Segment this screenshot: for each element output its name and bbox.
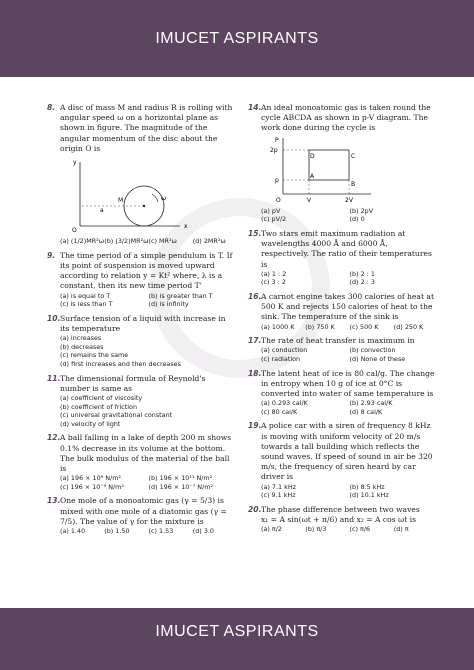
- option-a[interactable]: (a) 1 : 2: [261, 269, 287, 278]
- question-text: Two stars emit maximum radiation at wavelengths 4000 Å and 6000 Å, respectively. The ratio of their temperatures is: [261, 229, 432, 269]
- option-c[interactable]: (c) pV/2: [261, 215, 287, 224]
- tick-2p: 2p: [270, 146, 278, 154]
- question-equation: x₁ = A sin(ωt + π/6) and x₂ = A cos ωt is: [261, 515, 417, 524]
- question-text: Surface tension of a liquid with increase in its temperature: [60, 313, 226, 334]
- question-18: [248, 369, 438, 417]
- options: [261, 207, 438, 224]
- question-number: 14.: [248, 103, 262, 112]
- option-d[interactable]: (d) is infinity: [148, 300, 189, 309]
- option-a[interactable]: (a) is equal to T: [60, 291, 111, 300]
- question-text: A carnot engine takes 300 calories of heat at 500 K and rejects 150 calories of heat to the sink. The temperature of the sink is: [261, 292, 434, 322]
- option-b[interactable]: (b) decreases: [60, 342, 104, 351]
- question-text: The phase difference between two waves: [261, 504, 420, 514]
- option-a[interactable]: (a) 1.40: [60, 526, 86, 535]
- question-13: [47, 496, 237, 535]
- question-11: [47, 374, 237, 429]
- footer-title: IMUCET ASPIRANTS: [155, 623, 319, 640]
- option-b[interactable]: (b) (3/2)MR²ω: [104, 237, 149, 246]
- question-15: [248, 229, 438, 287]
- option-a[interactable]: (a) (1/2)MR²ω: [60, 237, 105, 246]
- origin-label: O: [276, 196, 281, 204]
- question-text: The dimensional formula of Reynold's number is same as: [60, 373, 206, 393]
- option-b[interactable]: (b) 750 K: [305, 322, 335, 331]
- question-text: The latent heat of ice is 80 cal/g. The change in entropy when 10 g of ice at 0°C is converted into water of same temperature is: [261, 368, 435, 398]
- option-a[interactable]: (a) conduction: [261, 346, 308, 355]
- option-d[interactable]: (d) 2 : 3: [349, 278, 375, 287]
- option-c[interactable]: (c) 196 × 10⁻⁹ N/m²: [60, 482, 124, 491]
- question-number: 19.: [248, 421, 262, 431]
- question-text: A police car with a siren of frequency 8 kHz is moving with uniform velocity of 20 m/s towards a tall building which reflects the sound waves. If speed of sound in air be 320 m/s, the frequency of siren heard by car driver is: [261, 421, 433, 482]
- question-number: 13.: [47, 496, 61, 506]
- option-c[interactable]: (c) remains the same: [60, 351, 129, 360]
- options: [60, 292, 237, 309]
- question-9: [47, 251, 237, 309]
- option-c[interactable]: (c) 80 cal/K: [261, 407, 298, 416]
- option-d[interactable]: (d) 10.1 kHz: [349, 491, 389, 500]
- options: [60, 237, 237, 246]
- option-d[interactable]: (d) 250 K: [393, 322, 424, 331]
- question-text: A disc of mass M and radius R is rolling with angular speed ω on a horizontal plane as shown in figure. The magnitude of the angular momentum of the disc about the origin O is: [60, 103, 233, 153]
- option-c[interactable]: (c) radiation: [261, 355, 301, 363]
- header-banner: [0, 0, 474, 77]
- point-c: C: [351, 152, 356, 160]
- option-b[interactable]: (b) is greater than T: [148, 291, 213, 300]
- question-text: A ball falling in a lake of depth 200 m shows 0.1% decrease in its volume at the bottom. The bulk modulus of the material of the ball is: [60, 433, 232, 473]
- tick-v: V: [307, 196, 312, 204]
- option-b[interactable]: (b) 2.93 cal/K: [349, 399, 393, 408]
- left-column: [47, 103, 237, 541]
- option-a[interactable]: (a) increases: [60, 334, 102, 343]
- option-c[interactable]: (c) MR²ω: [148, 237, 177, 246]
- options: [261, 525, 438, 534]
- options: [60, 527, 237, 536]
- question-10: [47, 314, 237, 369]
- question-text: The time period of a simple pendulum is T. If its point of suspension is moved upward according to relation y = Kt² where, λ is a constant, then its new time period T': [60, 250, 233, 291]
- point-b: B: [351, 180, 356, 188]
- option-d[interactable]: (d) first increases and then decreases: [60, 360, 181, 368]
- axis-p-label: P: [275, 136, 279, 144]
- options: [261, 323, 438, 332]
- options: [261, 399, 438, 416]
- option-c[interactable]: (c) 1.53: [148, 526, 174, 535]
- right-column: [248, 103, 438, 539]
- question-number: 16.: [248, 292, 262, 301]
- options: [60, 474, 237, 491]
- question-16: [248, 292, 438, 331]
- fig-mass-label: M: [118, 197, 124, 205]
- options: [261, 346, 438, 363]
- option-b[interactable]: (b) convection: [349, 346, 396, 355]
- option-d[interactable]: (d) velocity of light: [60, 419, 121, 428]
- option-a[interactable]: (a) coefficient of viscosity: [60, 394, 143, 402]
- fig-omega-label: ω: [161, 195, 167, 203]
- question-number: 10.: [47, 313, 61, 323]
- question-14: [248, 103, 438, 224]
- question-number: 12.: [47, 433, 61, 443]
- point-d: D: [310, 152, 315, 160]
- question-19: [248, 421, 438, 499]
- question-12: [47, 433, 237, 491]
- question-number: 17.: [248, 336, 262, 346]
- option-d[interactable]: (d) None of these: [349, 355, 406, 363]
- option-a[interactable]: (a) 1000 K: [261, 322, 295, 331]
- option-b[interactable]: (b) π/3: [305, 525, 327, 534]
- option-c[interactable]: (c) 9.1 kHz: [261, 491, 296, 500]
- question-17: [248, 336, 438, 363]
- question-number: 8.: [47, 103, 56, 112]
- option-c[interactable]: (c) 3 : 2: [261, 278, 286, 287]
- option-d[interactable]: (d) 2MR²ω: [192, 237, 226, 246]
- option-d[interactable]: (d) 0: [349, 215, 365, 224]
- question-number: 9.: [47, 250, 56, 260]
- fig-a-label: a: [100, 207, 104, 215]
- options: [261, 270, 438, 287]
- pv-diagram: [261, 134, 381, 204]
- option-b[interactable]: (b) 2pV: [349, 206, 374, 215]
- question-number: 15.: [248, 229, 262, 238]
- point-a: A: [310, 172, 315, 180]
- option-c[interactable]: (c) 500 K: [349, 322, 379, 331]
- fig-origin-label: O: [72, 227, 77, 235]
- option-c[interactable]: (c) is less than T: [60, 300, 113, 309]
- question-text: One mole of a monoatomic gas (γ = 5/3) is mixed with one mole of a diatomic gas (γ = 7/5). The value of γ for the mixture is: [60, 496, 227, 526]
- question-text: An ideal monoatomic gas is taken round the cycle ABCDA as shown in p-V diagram. The work done during the cycle is: [261, 103, 431, 133]
- option-d[interactable]: (d) 8 cal/K: [349, 407, 383, 416]
- question-8: [47, 103, 237, 246]
- option-d[interactable]: (d) 196 × 10⁻⁷ N/m²: [148, 482, 214, 491]
- option-a[interactable]: (a) π/2: [261, 525, 283, 534]
- option-b[interactable]: (b) 196 × 10¹¹ N/m²: [148, 474, 213, 483]
- question-number: 20.: [248, 504, 262, 514]
- option-c[interactable]: (c) π/6: [349, 525, 371, 534]
- option-a[interactable]: (a) 196 × 10⁹ N/m²: [60, 474, 121, 483]
- disc-figure: [60, 154, 210, 234]
- tick-2v: 2V: [345, 196, 353, 204]
- options: [60, 334, 237, 368]
- question-number: 18.: [248, 368, 262, 378]
- question-number: 11.: [47, 373, 61, 383]
- header-title: IMUCET ASPIRANTS: [155, 30, 319, 47]
- option-b[interactable]: (b) 8.5 kHz: [349, 482, 385, 491]
- option-b[interactable]: (b) 2 : 1: [349, 269, 375, 278]
- option-a[interactable]: (a) pV: [261, 206, 281, 215]
- option-b[interactable]: (b) 1.50: [104, 526, 130, 535]
- tick-p: p: [275, 176, 279, 184]
- question-text: The rate of heat transfer is maximum in: [261, 336, 415, 346]
- options: [60, 394, 237, 428]
- question-20: [248, 505, 438, 534]
- footer-banner: [0, 608, 474, 670]
- option-a[interactable]: (a) 0.293 cal/K: [261, 399, 308, 408]
- option-d[interactable]: (d) 3.0: [192, 526, 214, 535]
- option-d[interactable]: (d) π: [393, 525, 409, 534]
- option-c[interactable]: (c) universal gravitational constant: [60, 411, 173, 420]
- fig-x-label: x: [184, 223, 188, 231]
- option-a[interactable]: (a) 7.1 kHz: [261, 482, 296, 491]
- options: [261, 483, 438, 500]
- option-b[interactable]: (b) coefficient of friction: [60, 402, 138, 411]
- fig-y-label: y: [73, 159, 77, 167]
